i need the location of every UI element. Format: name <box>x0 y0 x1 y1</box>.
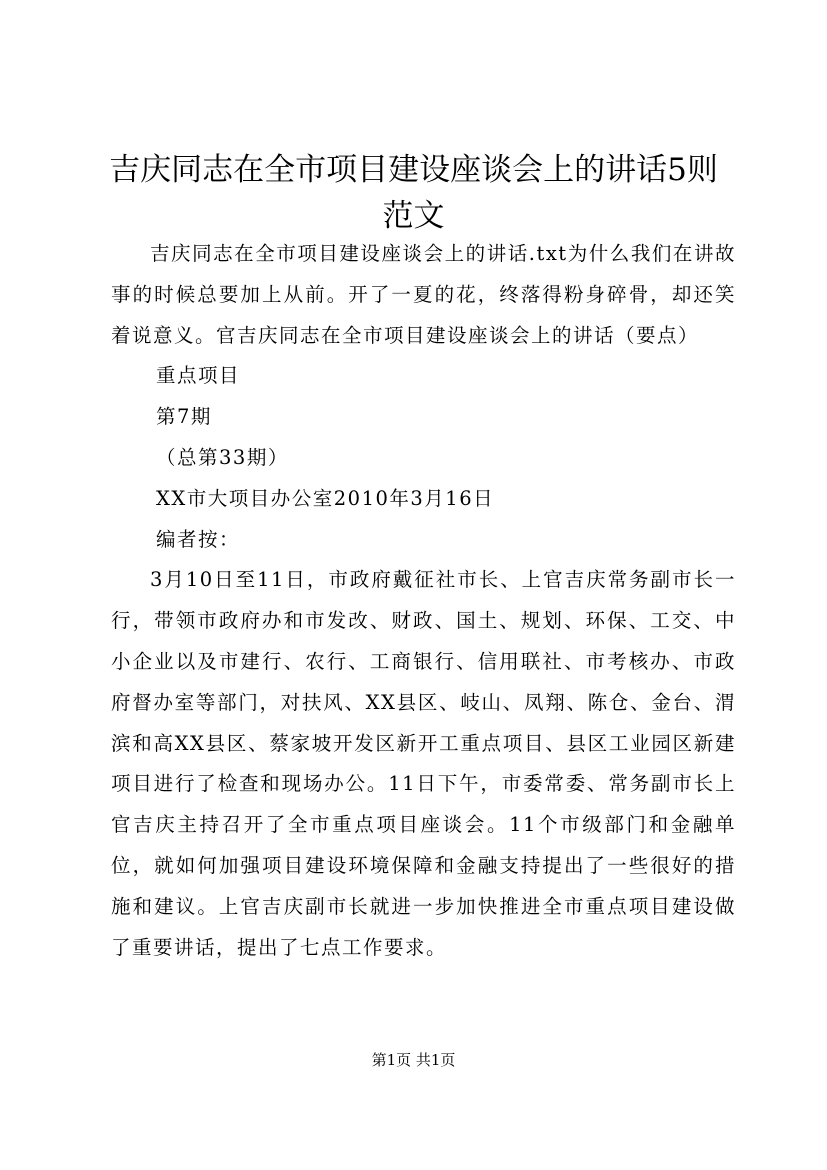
document-title <box>100 147 727 239</box>
document-body <box>111 234 736 968</box>
page-footer: 第1页 共1页 <box>371 1051 456 1069</box>
category-line: 重点项目 <box>156 364 241 388</box>
main-paragraph: 3月10日至11日，市政府戴征社市长、上官吉庆常务副市长一行，带领市政府办和市发改、财政、国土、规划、环保、工交、中小企业以及市建行、农行、工商银行、信用联社、市考核办、市政府督办室等部门，对扶风、XX县区、岐山、凤翔、陈仓、金台、渭滨和高XX县区、蔡家坡开发区新开工重点项目、县区工业园区新建项目进行了检查和现场办公。11日下午，市委常委、常务副市长上官吉庆主持召开了全市重点项目座谈会。11个市级部门和金融单位，就如何加强项目建设环境保障和金融支持提出了一些很好的措施和建议。上官吉庆副市长就进一步加快推进全市重点项目建设做了重要讲话，提出了七点工作要求。 <box>111 568 736 959</box>
title-line-1: 吉庆同志在全市项目建设座谈会上的讲话5则 <box>109 152 718 188</box>
total-issue-line: （总第33期） <box>156 445 289 469</box>
editor-note-label: 编者按： <box>156 527 241 551</box>
intro-paragraph: 吉庆同志在全市项目建设座谈会上的讲话.txt为什么我们在讲故事的时候总要加上从前。开了一夏的花，终落得粉身碎骨，却还笑着说意义。官吉庆同志在全市项目建设座谈会上的讲话（要点） <box>111 242 736 347</box>
issue-line: 第7期 <box>156 405 212 429</box>
title-line-2: 范文 <box>382 198 445 234</box>
office-date-line: XX市大项目办公室2010年3月16日 <box>156 486 495 510</box>
